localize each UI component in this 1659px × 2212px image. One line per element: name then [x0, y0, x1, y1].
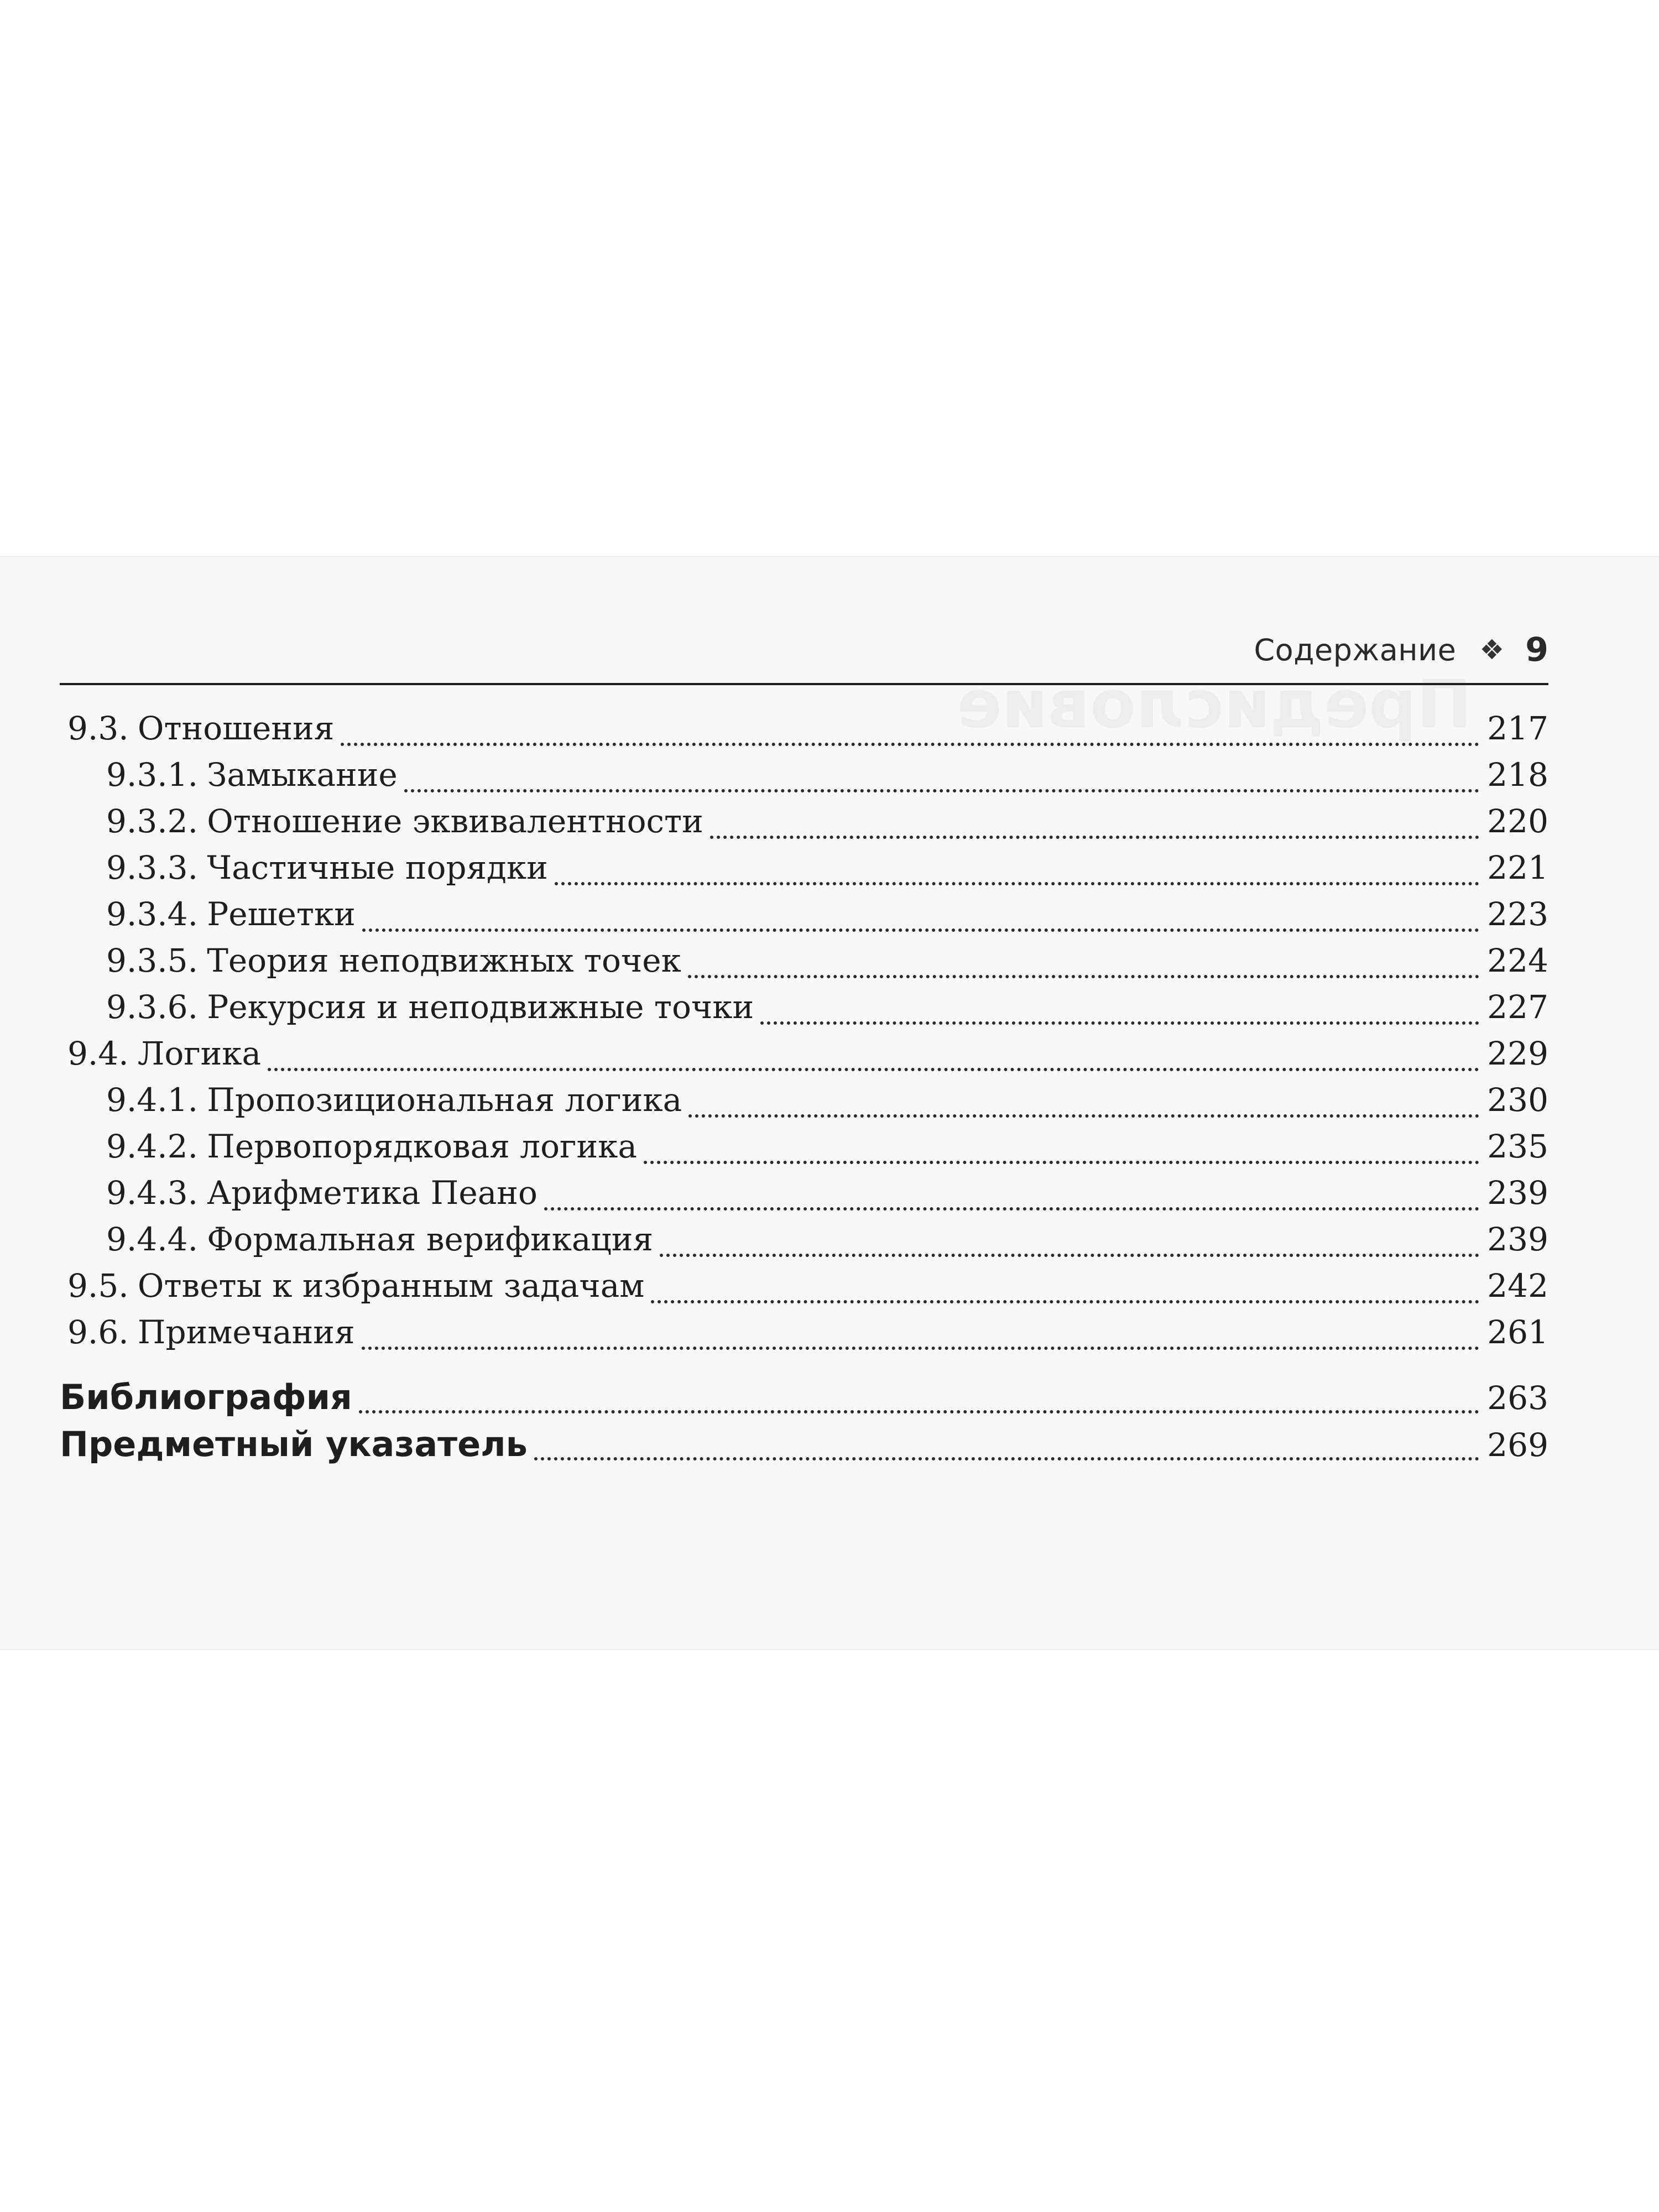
dot-leader	[555, 881, 1480, 885]
toc-section-entry[interactable]	[106, 942, 1548, 986]
toc-entry-label: Первопорядковая логика	[207, 1128, 637, 1165]
toc-section-entry[interactable]	[106, 1128, 1548, 1172]
page-number: 9	[1525, 630, 1548, 669]
toc-entry-number: 9.5.	[67, 1267, 129, 1305]
toc-entry-number: 9.4.3.	[106, 1174, 199, 1212]
dot-leader	[341, 742, 1479, 746]
toc-row	[0, 1220, 1659, 1265]
toc-entry-label: Ответы к избранным задачам	[137, 1267, 645, 1305]
toc-entry-number: 9.4.1.	[106, 1081, 199, 1119]
toc-chapter-entry[interactable]	[60, 1377, 1548, 1421]
dot-leader	[710, 834, 1480, 839]
toc-row	[0, 1035, 1659, 1079]
toc-entry-page: 269	[1487, 1426, 1548, 1464]
toc-entry-page: 220	[1487, 802, 1548, 840]
dot-leader	[362, 927, 1479, 932]
toc-entry-number: 9.4.	[67, 1035, 129, 1072]
toc-entry-page: 224	[1487, 942, 1548, 979]
toc-row	[0, 849, 1659, 893]
toc-entry-label: Рекурсия и неподвижные точки	[207, 988, 754, 1026]
toc-section-entry[interactable]	[106, 802, 1548, 847]
toc-row	[0, 1174, 1659, 1218]
toc-entry-label: Отношения	[137, 709, 335, 747]
toc-entry-page: 242	[1487, 1267, 1548, 1305]
toc-entry-page: 229	[1487, 1035, 1548, 1072]
toc-entry-number: 9.4.4.	[106, 1220, 199, 1258]
dot-leader	[268, 1067, 1479, 1071]
toc-entry-label: Арифметика Пеано	[207, 1174, 538, 1212]
toc-entry-number: 9.3.3.	[106, 849, 199, 886]
toc-entry-page: 217	[1487, 709, 1548, 747]
toc-section-entry[interactable]	[106, 895, 1548, 940]
toc-section-entry[interactable]	[67, 1313, 1548, 1358]
toc-entry-page: 223	[1487, 895, 1548, 933]
toc-entry-number: 9.3.1.	[106, 756, 199, 794]
toc-section-entry[interactable]	[106, 988, 1548, 1032]
dot-leader	[644, 1160, 1479, 1164]
toc-entry-label: Логика	[137, 1035, 262, 1072]
toc-section-entry[interactable]	[106, 1220, 1548, 1265]
toc-section-entry[interactable]	[106, 756, 1548, 800]
toc-entry-label: Отношение эквивалентности	[207, 802, 703, 840]
toc-entry-label: Примечания	[137, 1313, 355, 1351]
toc-entry-number: 9.3.5.	[106, 942, 199, 979]
toc-row	[0, 802, 1659, 847]
toc-row	[0, 895, 1659, 940]
dot-leader	[651, 1299, 1479, 1303]
dot-leader	[359, 1409, 1479, 1413]
toc-entry-number: 9.3.2.	[106, 802, 199, 840]
toc-row	[0, 1128, 1659, 1172]
toc-entry-page: 235	[1487, 1128, 1548, 1165]
toc-entry-number: 9.6.	[67, 1313, 129, 1351]
toc-entry-page: 263	[1487, 1379, 1548, 1417]
toc-section-entry[interactable]	[106, 1174, 1548, 1218]
toc-entry-label: Замыкание	[207, 756, 398, 794]
toc-entry-page: 221	[1487, 849, 1548, 886]
toc-entry-number: 9.3.4.	[106, 895, 199, 933]
toc-entry-label: Пропозициональная логика	[207, 1081, 682, 1119]
dot-leader	[760, 1020, 1479, 1025]
diamond-ornament-icon: ❖	[1479, 634, 1505, 666]
toc-entry-page: 239	[1487, 1174, 1548, 1212]
dot-leader	[660, 1253, 1479, 1257]
toc-section-entry[interactable]	[106, 1081, 1548, 1125]
toc-entry-page: 218	[1487, 756, 1548, 794]
toc-section-entry[interactable]	[67, 1035, 1548, 1079]
toc-entry-number: 9.4.2.	[106, 1128, 199, 1165]
toc-row	[0, 1267, 1659, 1311]
toc-chapter-entry[interactable]	[60, 1424, 1548, 1468]
toc-row	[0, 756, 1659, 800]
toc-section-entry[interactable]	[106, 849, 1548, 893]
running-head-title: Содержание	[1254, 632, 1457, 667]
toc-entry-page: 261	[1487, 1313, 1548, 1351]
header-rule	[60, 683, 1548, 685]
toc-row	[0, 988, 1659, 1032]
toc-entry-page: 230	[1487, 1081, 1548, 1119]
toc-entry-label: Предметный указатель	[60, 1424, 528, 1464]
dot-leader	[534, 1456, 1480, 1460]
toc-entry-label: Теория неподвижных точек	[207, 942, 681, 979]
toc-entry-label: Решетки	[207, 895, 356, 933]
dot-leader	[404, 788, 1480, 792]
toc-section-entry[interactable]	[67, 709, 1548, 754]
toc-entry-label: Частичные порядки	[207, 849, 548, 886]
toc-row	[0, 1081, 1659, 1125]
toc-entry-page: 227	[1487, 988, 1548, 1026]
toc-entry-label: Формальная верификация	[207, 1220, 654, 1258]
toc-entry-number: 9.3.6.	[106, 988, 199, 1026]
toc-row	[0, 1377, 1659, 1421]
dot-leader	[544, 1206, 1479, 1211]
toc-entry-label: Библиография	[60, 1377, 352, 1417]
toc-entry-page: 239	[1487, 1220, 1548, 1258]
dot-leader	[688, 1113, 1479, 1118]
toc-row	[0, 1424, 1659, 1468]
toc-row	[0, 709, 1659, 754]
toc-entry-number: 9.3.	[67, 709, 129, 747]
toc-row	[0, 942, 1659, 986]
dot-leader	[362, 1345, 1480, 1350]
toc-row	[0, 1313, 1659, 1358]
running-head	[1203, 622, 1548, 677]
toc-section-entry[interactable]	[67, 1267, 1548, 1311]
dot-leader	[688, 974, 1479, 978]
